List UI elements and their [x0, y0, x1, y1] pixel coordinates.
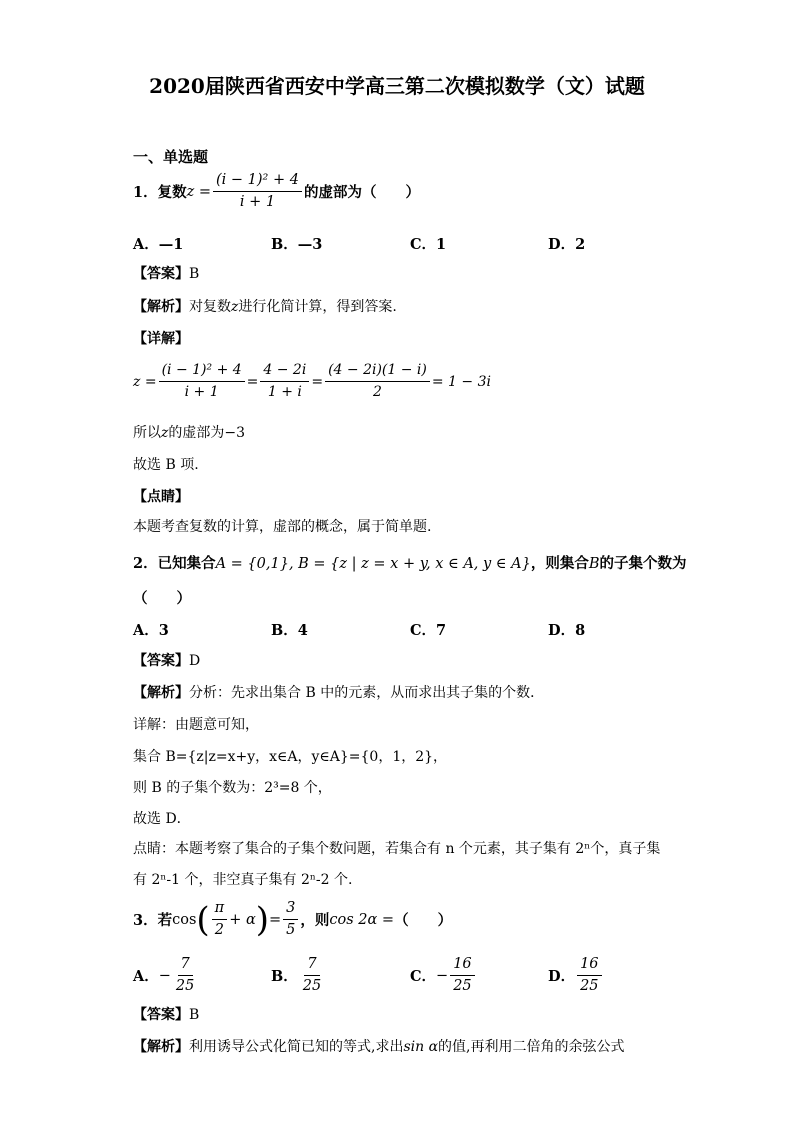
option-d: D．2: [548, 236, 586, 253]
detail-line-4: 故选 D．: [133, 811, 191, 827]
question-number: 2．: [133, 555, 158, 572]
option-a: A．3: [133, 622, 169, 639]
option-d: D．8: [548, 622, 586, 639]
choose-line: 故选 B 项.: [133, 457, 199, 473]
fraction: $\frac{16}{25}$: [577, 956, 601, 995]
question-1-stem: 1． 复数 z = $\frac{\text{(i − 1)² + 4}}{i + 1}$ 的虚部为（ ）: [133, 172, 420, 210]
fraction: $\frac{\text{(i − 1)² + 4}}{i + 1}$: [159, 362, 245, 401]
option-c: C．7: [410, 622, 447, 639]
detail-line-3: 则 B 的子集个数为：2³=8 个，: [133, 780, 332, 796]
page-title: 2020届陕西省西安中学高三第二次模拟数学（文）试题: [149, 74, 645, 98]
option-c: C．1: [410, 236, 447, 253]
option-a: A． − $\frac{7}{25}$: [133, 956, 199, 995]
question-2-bracket: （ ）: [133, 590, 191, 607]
fraction: $\frac{16}{25}$: [450, 956, 474, 995]
conclusion-line: 所以z的虚部为−3: [133, 425, 246, 441]
calculation-line: z = $\frac{\text{(i − 1)² + 4}}{i + 1}$ = $\frac{4 - 2i}{1 + i}$ = $\frac{(4 - 2i)(1 - i)}{2}$ = 1 − 3i: [133, 362, 491, 400]
question-3-stem: 3． 若 cos ( $\frac{\pi}{2}$ + α ) = $\frac{3}{5}$ ，则 cos 2α = （ ）: [133, 899, 453, 940]
fraction: $\frac{7}{25}$: [175, 956, 195, 994]
analysis-line: 【解析】对复数z进行化简计算，得到答案.: [133, 299, 397, 315]
answer-line: 【答案】B: [133, 1007, 200, 1023]
answer-line: 【答案】B: [133, 266, 200, 282]
option-b: B．4: [271, 622, 308, 639]
fraction: $\frac{(4 - 2i)(1 - i)}{2}$: [325, 362, 430, 401]
fraction: $\frac{\text{(i − 1)² + 4}}{i + 1}$: [213, 172, 302, 211]
detail-heading: 【详解】: [133, 331, 189, 347]
option-d: D． $\frac{16}{25}$: [548, 956, 604, 995]
fraction: $\frac{7}{25}$: [302, 956, 322, 994]
comment-line-1: 点睛：本题考察了集合的子集个数问题，若集合有 n 个元素，其子集有 2ⁿ个，真子集: [133, 841, 661, 857]
question-number: 1．: [133, 184, 158, 201]
option-a: A．—1: [133, 236, 184, 253]
detail-line-1: 详解：由题意可知，: [133, 717, 259, 733]
section-heading: 一、单选题: [133, 148, 209, 166]
option-c: C． − $\frac{16}{25}$: [410, 956, 477, 995]
fraction: $\frac{\pi}{2}$: [212, 900, 228, 939]
comment-line-2: 有 2ⁿ-1 个，非空真子集有 2ⁿ-2 个.: [133, 872, 353, 888]
comment-heading: 【点睛】: [133, 489, 189, 505]
detail-line-2: 集合 B={z|z=x+y，x∈A，y∈A}={0，1，2}，: [133, 749, 448, 765]
option-b: B． $\frac{7}{25}$: [271, 956, 326, 995]
question-number: 3．: [133, 912, 158, 929]
answer-line: 【答案】D: [133, 653, 201, 669]
option-b: B．—3: [271, 236, 323, 253]
question-2-stem: 2．已知集合A = {0,1}, B = {z | z = x + y, x ∈ A, y ∈ A}，则集合B的子集个数为: [133, 555, 687, 572]
comment-text: 本题考查复数的计算，虚部的概念，属于简单题.: [133, 519, 432, 535]
fraction: $\frac{3}{5}$: [283, 900, 298, 939]
analysis-line: 【解析】分析：先求出集合 B 中的元素，从而求出其子集的个数．: [133, 685, 545, 701]
fraction: $\frac{4 - 2i}{1 + i}$: [260, 362, 309, 401]
analysis-line: 【解析】利用诱导公式化简已知的等式,求出sin α的值,再利用二倍角的余弦公式: [133, 1039, 625, 1055]
